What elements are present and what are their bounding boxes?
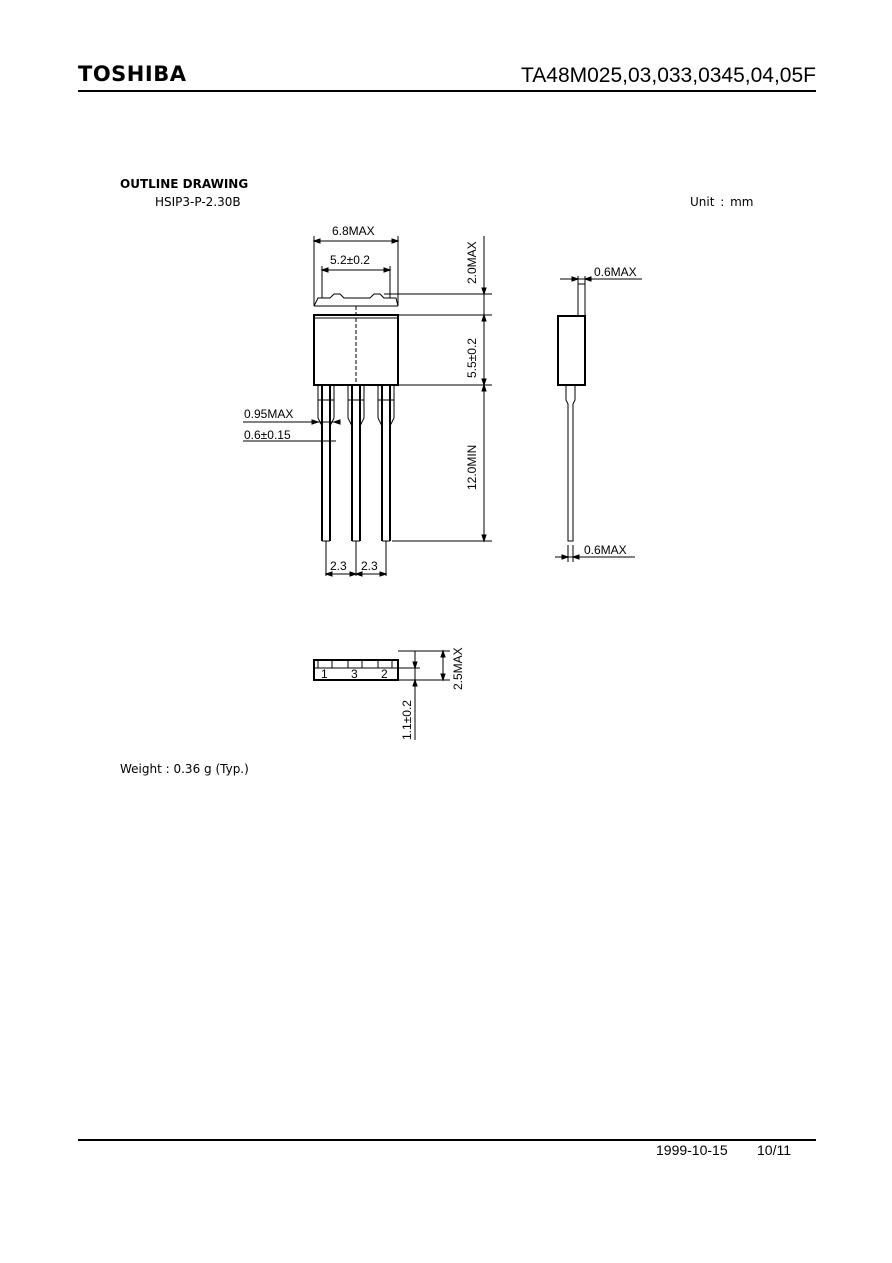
dim-body-height: 5.5±0.2 xyxy=(465,338,479,378)
weight-text: Weight : 0.36 g (Typ.) xyxy=(120,762,249,776)
front-tab xyxy=(314,294,398,306)
dim-total-thickness: 2.5MAX xyxy=(451,647,465,690)
package-name: HSIP3-P-2.30B xyxy=(155,195,241,209)
dim-body-width: 6.8MAX xyxy=(332,224,375,238)
pin-label-2: 2 xyxy=(381,667,388,681)
footer-page-number: 10/11 xyxy=(757,1142,791,1158)
pin-label-1: 1 xyxy=(321,667,328,681)
dim-pitch-right: 2.3 xyxy=(361,559,378,573)
front-leads xyxy=(318,385,394,541)
side-tab xyxy=(578,284,585,316)
dim-side-lead-thickness: 0.6MAX xyxy=(584,543,627,557)
side-lead xyxy=(566,385,575,541)
dim-lead-length: 12.0MIN xyxy=(465,444,479,490)
dim-tab-height: 2.0MAX xyxy=(465,241,479,284)
dim-lead-width: 0.6±0.15 xyxy=(244,428,291,442)
side-body xyxy=(558,316,585,385)
footer-rule xyxy=(78,1139,816,1141)
dim-lead-shoulder: 0.95MAX xyxy=(244,407,294,421)
pin-label-3: 3 xyxy=(351,667,358,681)
toshiba-logo: TOSHIBA xyxy=(78,62,187,86)
dim-pitch-left: 2.3 xyxy=(330,559,347,573)
unit-label: Unit : mm xyxy=(690,195,754,209)
dim-lead-offset: 1.1±0.2 xyxy=(400,700,414,740)
section-title: OUTLINE DRAWING xyxy=(120,177,249,191)
footer-date: 1999-10-15 xyxy=(656,1142,728,1158)
part-number: TA48M025,03,033,0345,04,05F xyxy=(521,64,816,87)
dim-tab-width: 5.2±0.2 xyxy=(330,253,370,267)
dim-side-tab-thickness: 0.6MAX xyxy=(594,265,637,279)
